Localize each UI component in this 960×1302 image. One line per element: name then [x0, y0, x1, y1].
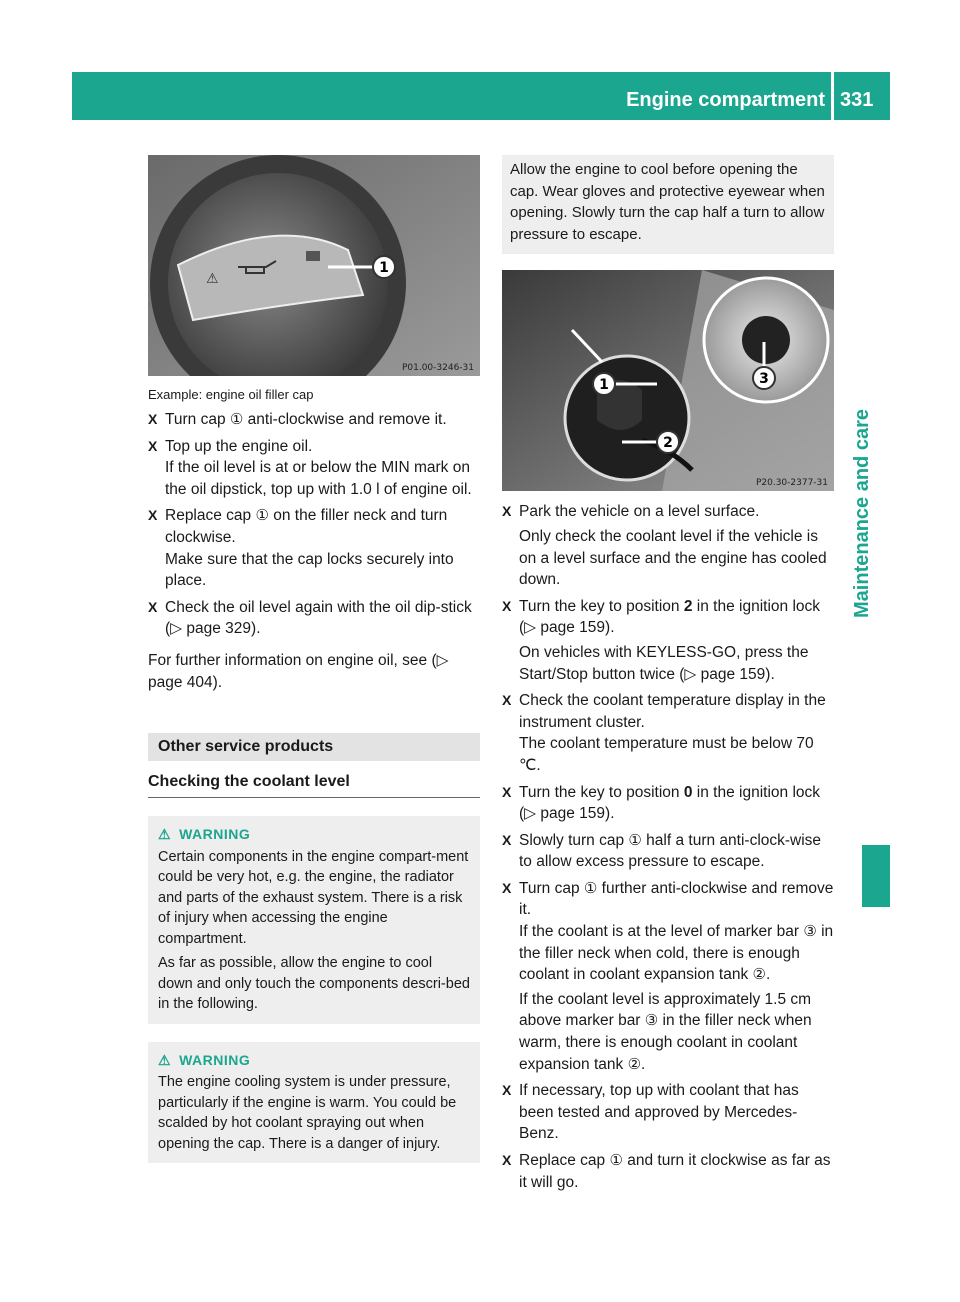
- photo-code: P01.00-3246-31: [401, 363, 474, 373]
- warning-icon: ⚠: [158, 1051, 172, 1068]
- warning-icon: ⚠: [158, 826, 172, 843]
- callout-3: 3: [759, 371, 769, 388]
- header-divider: [831, 72, 834, 120]
- step: X Turn cap ① further anti-clockwise and remove it. If the coolant is at the level of marker bar ③ in the filler neck when cold, there is enough coolant in coolant expansion tank ②. If the coolant level is approximately 1.5 cm above marker bar ③ in the filler neck when warm, there is enough coolant in coolant expansion tank ②.: [502, 879, 834, 1073]
- step: X Turn the key to position 2 in the ignition lock (▷ page 159). On vehicles with KEYLESS-GO, press the Start/Stop button twice (▷ page 159).: [502, 597, 821, 683]
- step-marker: X: [502, 783, 512, 800]
- page-title: Engine compartment: [626, 89, 825, 111]
- photo-code: P20.30-2377-31: [755, 478, 828, 489]
- step: X Replace cap ① on the filler neck and turn clockwise. Make sure that the cap locks securely into place.: [148, 507, 454, 590]
- further-info: For further information on engine oil, see (▷ page 404).: [148, 651, 449, 691]
- step-marker: X: [502, 879, 512, 896]
- step: X Replace cap ① and turn it clockwise as far as it will go.: [502, 1152, 831, 1191]
- coolant-tank-photo: [502, 270, 834, 491]
- step-marker: X: [502, 503, 512, 520]
- step-marker: X: [148, 507, 158, 524]
- svg-text:⚠: ⚠: [206, 271, 219, 287]
- step-marker: X: [502, 1082, 512, 1099]
- step: X Top up the engine oil. If the oil level is at or below the MIN mark on the oil dipstick, top up with 1.0 l of engine oil.: [148, 437, 472, 498]
- photo-caption: Example: engine oil filler cap: [148, 387, 314, 402]
- callout-1: 1: [599, 377, 609, 394]
- step-marker: X: [148, 411, 158, 427]
- step-marker: X: [502, 1152, 512, 1168]
- step-marker: X: [502, 831, 512, 848]
- warning-box: ⚠ WARNING The engine cooling system is under pressure, particularly if the engine is warm. You could be scalded by hot coolant spraying out when opening the cap. There is a danger of injury.: [148, 1042, 480, 1164]
- step-marker: X: [148, 598, 158, 615]
- step-marker: X: [502, 597, 512, 614]
- oil-filler-cap-illustration: [148, 155, 480, 376]
- coolant-tank-illustration: [502, 270, 834, 491]
- sub-heading: Checking the coolant level: [148, 771, 480, 798]
- side-tab-label: Maintenance and care: [850, 408, 873, 618]
- oil-filler-cap-photo: [148, 155, 480, 376]
- step: X Park the vehicle on a level surface. Only check the coolant level if the vehicle is on a level surface and the engine has cooled down.: [502, 503, 827, 589]
- right-column: [502, 155, 834, 1193]
- warning-box: ⚠ WARNING Certain components in the engine compart-ment could be very hot, e.g. the engine, the radiator and parts of the exhaust system. There is a risk of injury when accessing the engine compartment. As far as possible, allow the engine to cool down and only touch the components descri-bed in the following.: [148, 816, 480, 1024]
- step: X Turn cap ① anti-clockwise and remove it.: [148, 409, 480, 431]
- step-marker: X: [148, 437, 158, 454]
- section-heading: Other service products: [148, 733, 480, 761]
- step: X Turn the key to position 0 in the ignition lock (▷ page 159).: [502, 783, 821, 823]
- step: X Slowly turn cap ① half a turn anti-clock-wise to allow excess pressure to escape.: [502, 831, 822, 871]
- step: X Check the coolant temperature display in the instrument cluster. The coolant temperature must be below 70 ℃.: [502, 692, 826, 774]
- side-marker: [862, 845, 890, 907]
- note-box: Allow the engine to cool before opening the cap. Wear gloves and protective eyewear when opening. Slowly turn the cap half a turn to allow pressure to escape.: [502, 155, 834, 254]
- side-tab: [834, 378, 890, 648]
- callout-1: 1: [379, 260, 389, 276]
- step-marker: X: [502, 692, 512, 709]
- left-column: [148, 155, 480, 1163]
- page-number: 331: [840, 89, 874, 111]
- step: X If necessary, top up with coolant that has been tested and approved by Mercedes-Benz.: [502, 1082, 799, 1143]
- step: X Check the oil level again with the oil dip-stick (▷ page 329).: [148, 598, 472, 638]
- callout-2: 2: [663, 435, 673, 452]
